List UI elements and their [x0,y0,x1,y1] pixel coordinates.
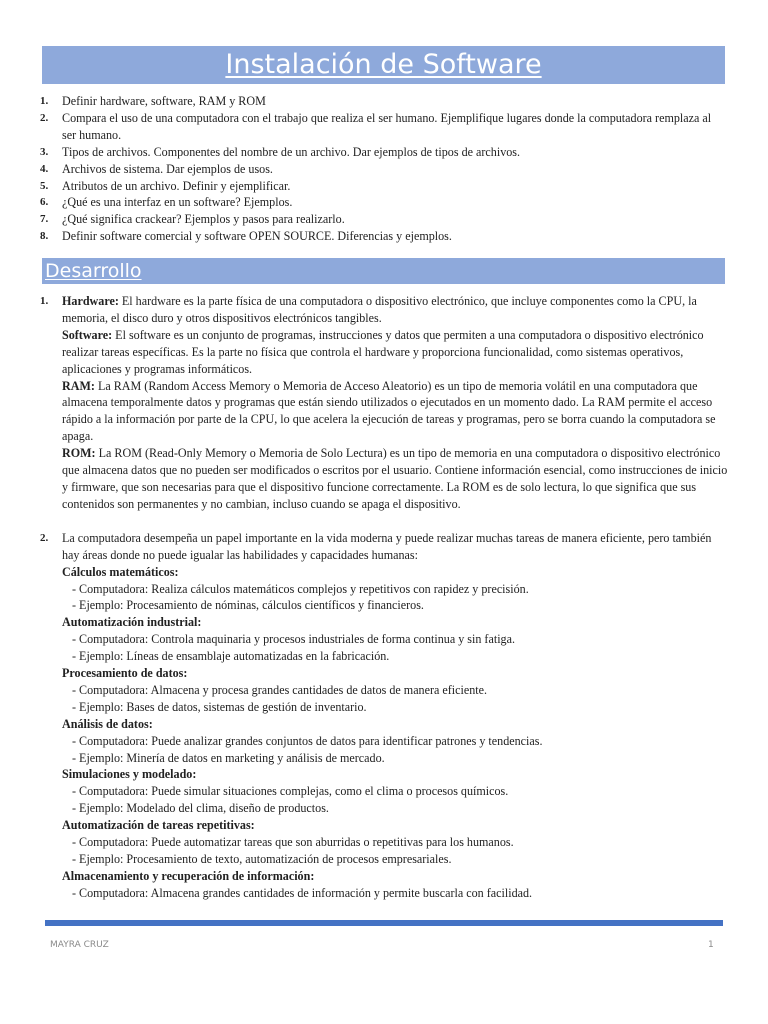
question-number: 6. [40,196,49,209]
question-text: ¿Qué significa crackear? Ejemplos y pasos para realizarlo. [62,212,345,227]
area-heading: Cálculos matemáticos: [62,564,179,579]
footer-rule [45,920,723,926]
question-text: Compara el uso de una computadora con el trabajo que realiza el ser humano. Ejemplifique lugares donde la computadora remplaza al ser humano. [62,110,712,142]
answer-number: 1. [40,295,49,307]
area-heading: Análisis de datos: [62,716,153,731]
area-line: - Computadora: Puede analizar grandes conjuntos de datos para identificar patrones y tendencias. [72,733,543,748]
question-item [22,211,728,228]
area-line: - Ejemplo: Procesamiento de nóminas, cálculos científicos y financieros. [72,598,424,613]
question-item [22,110,728,144]
area-line: - Computadora: Almacena y procesa grandes cantidades de datos de manera eficiente. [72,682,488,697]
area-line: - Ejemplo: Minería de datos en marketing y análisis de mercado. [72,750,385,765]
question-text: Definir software comercial y software OPEN SOURCE. Diferencias y ejemplos. [62,229,452,244]
area-line: - Computadora: Realiza cálculos matemáticos complejos y repetitivos con rapidez y precisión. [72,581,529,596]
question-number: 7. [40,213,49,226]
area-heading: Procesamiento de datos: [62,666,188,681]
question-number: 8. [40,230,49,243]
definition-term: Hardware: [62,294,119,308]
definition-term: ROM: [62,446,96,461]
footer-author: MAYRA CRUZ [50,940,109,950]
area-heading: Automatización de tareas repetitivas: [62,818,255,833]
question-text: Archivos de sistema. Dar ejemplos de usos. [62,161,273,176]
area-heading: Almacenamiento y recuperación de información: [62,868,315,883]
area-line: - Computadora: Puede automatizar tareas que son aburridas o repetitivas para los humanos. [72,835,514,850]
definition-ram [62,378,728,446]
definition-rom [62,445,728,513]
section-title: Desarrollo [45,260,142,282]
area-line: - Computadora: Puede simular situaciones complejas, como el clima o procesos químicos. [72,784,509,799]
definition-text: El hardware es la parte física de una computadora o dispositivo electrónico, que incluye componentes como la CPU, la memoria, el disco duro y otros dispositivos electrónicos tangibles. [62,294,697,325]
definition-software [62,327,728,378]
area-heading: Automatización industrial: [62,615,202,630]
question-text: Atributos de un archivo. Definir y ejemplificar. [62,178,291,193]
area-line: - Ejemplo: Procesamiento de texto, automatización de procesos empresariales. [72,852,452,866]
area-line: - Ejemplo: Bases de datos, sistemas de gestión de inventario. [72,699,367,714]
answer-number: 2. [40,531,49,544]
question-item [22,93,728,110]
answer-2 [22,530,728,902]
question-item [22,194,728,211]
question-list [22,93,728,245]
footer-page-number: 1 [708,940,714,950]
question-number: 1. [40,95,49,107]
question-text: Definir hardware, software, RAM y ROM [62,94,266,108]
title-banner [42,46,725,84]
definition-text: La RAM (Random Access Memory o Memoria de Acceso Aleatorio) es un tipo de memoria volátil en una computadora que almacena temporalmente datos y programas que están siendo utilizados o ejecutados en un momento dado. La RAM permite el acceso rápido a la información por parte de la CPU, lo que acelera la ejecución de tareas y programas, pero se borra cuando la computadora se apaga. [62,378,716,444]
area-line: - Computadora: Almacena grandes cantidades de información y permite buscarla con facilidad. [72,885,533,900]
definition-hardware [62,293,728,327]
section-banner [42,258,725,284]
question-number: 2. [40,111,49,124]
question-number: 3. [40,145,49,158]
question-item [22,144,728,161]
document-title: Instalación de Software [225,49,542,80]
definition-text: El software es un conjunto de programas, instrucciones y datos que permiten a una computadora o dispositivo electrónico realizar tareas específicas. Es la parte no física que controla el hardware y proporciona funcionalidad, como sistemas operativos, aplicaciones y programas informáticos. [62,327,704,376]
question-item [22,178,728,195]
question-item [22,228,728,245]
area-heading: Simulaciones y modelado: [62,767,197,782]
question-text: Tipos de archivos. Componentes del nombre de un archivo. Dar ejemplos de tipos de archivos. [62,144,521,159]
area-line: - Ejemplo: Modelado del clima, diseño de productos. [72,801,329,816]
definition-text: La ROM (Read-Only Memory o Memoria de Solo Lectura) es un tipo de memoria en una computadora o dispositivo electrónico que almacena datos que no pueden ser modificados o escritos por el usuario. Contiene información esencial, como instrucciones de inicio y firmware, que son necesarias para que el dispositivo funcione correctamente. La ROM es de solo lectura, lo que significa que sus contenidos son permanentes y no cambian, incluso cuando se apaga el dispositivo. [62,446,728,511]
question-item [22,161,728,178]
answer-1 [22,293,728,513]
question-number: 4. [40,162,49,175]
area-line: - Ejemplo: Líneas de ensamblaje automatizadas en la fabricación. [72,649,390,664]
question-text: ¿Qué es una interfaz en un software? Ejemplos. [62,195,293,210]
answer-intro: La computadora desempeña un papel importante en la vida moderna y puede realizar muchas tareas de manera eficiente, pero también hay áreas donde no puede igualar las habilidades y capacidades humanas: [62,530,712,562]
definition-term: RAM: [62,378,95,393]
answers [22,293,728,902]
question-number: 5. [40,179,49,192]
definition-term: Software: [62,327,113,342]
area-line: - Computadora: Controla maquinaria y procesos industriales de forma continua y sin fatiga. [72,632,515,647]
